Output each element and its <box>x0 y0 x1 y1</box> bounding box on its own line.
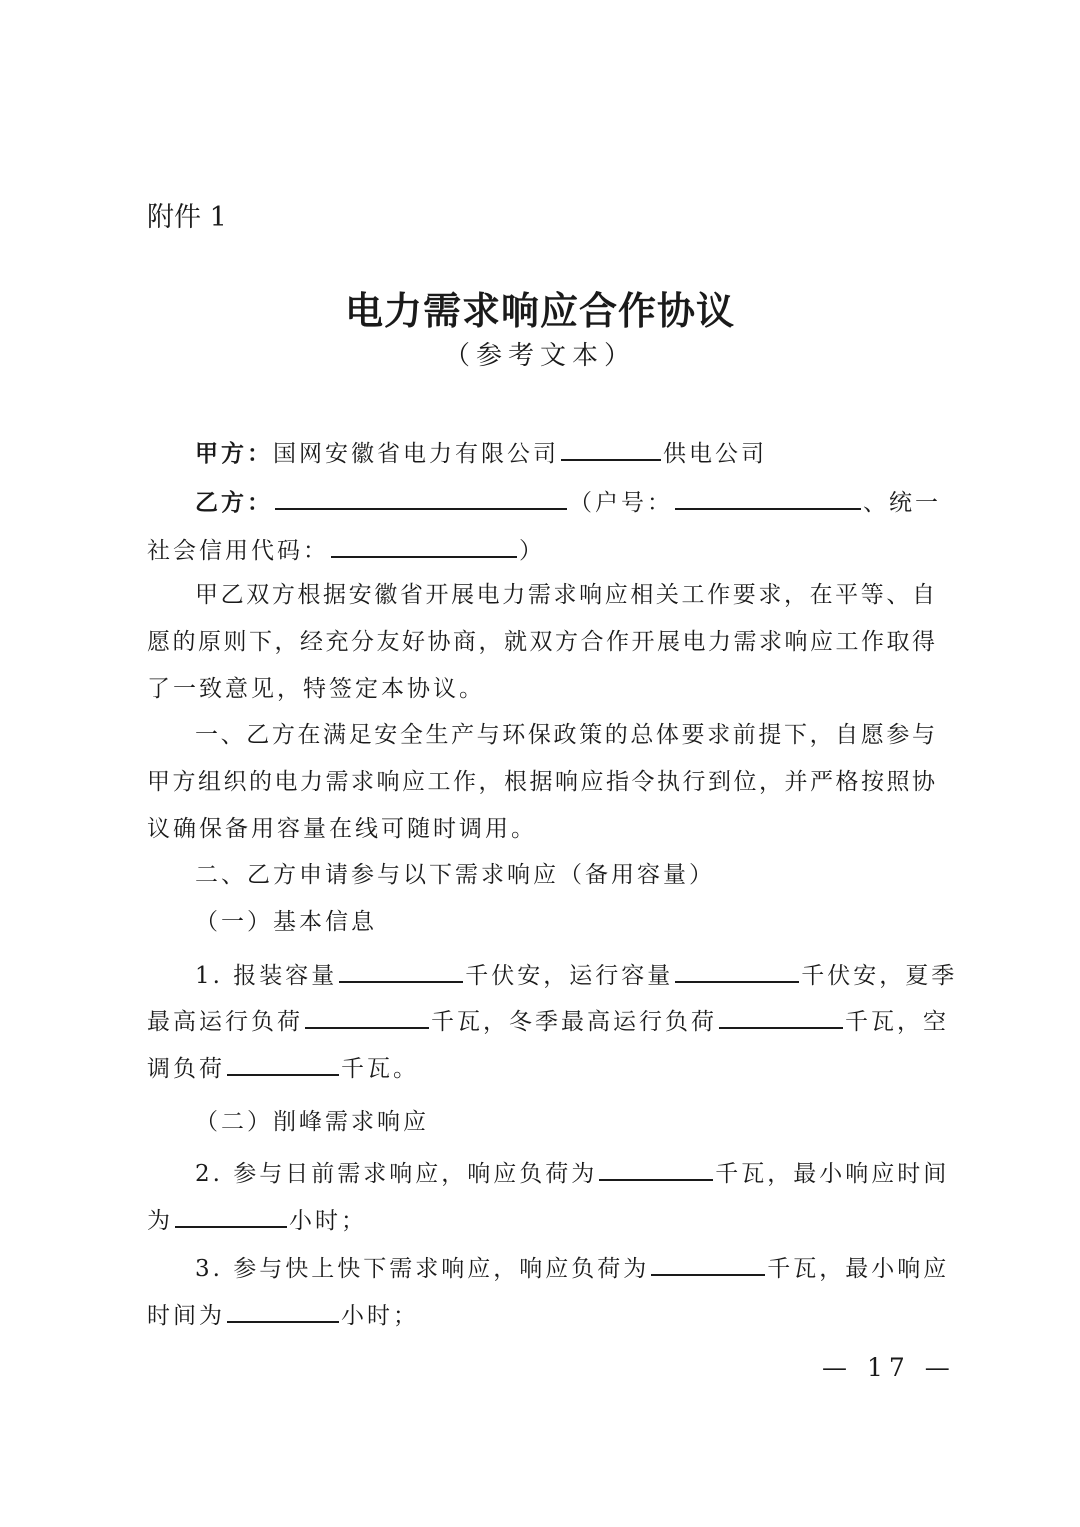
day-ahead-time-prefix: 为 <box>147 1208 173 1234</box>
item-3-line-1 <box>147 1248 983 1282</box>
item-1-line-3 <box>147 1048 935 1082</box>
party-a-name: 国网安徽省电力有限公司 <box>273 441 559 467</box>
fast-response-time-blank <box>227 1295 339 1323</box>
fast-response-load-blank <box>651 1248 765 1276</box>
day-ahead-time-label: 千瓦，最小响应时间 <box>715 1161 950 1187</box>
attachment-label: 附件 1 <box>147 202 227 233</box>
credit-close: ） <box>519 538 545 564</box>
install-capacity-label: 1. 报装容量 <box>195 963 338 989</box>
item-2-line-2 <box>147 1200 935 1234</box>
credit-code-line <box>147 530 935 564</box>
section-peak-shaving: （二）削峰需求响应 <box>195 1109 429 1135</box>
summer-peak-label: 最高运行负荷 <box>147 1009 303 1035</box>
document-title: 电力需求响应合作协议 <box>344 289 735 333</box>
operating-capacity-label: 千伏安，运行容量 <box>465 963 674 989</box>
item-1-line-1 <box>147 955 983 989</box>
winter-peak-blank <box>719 1001 843 1029</box>
party-a-label: 甲方： <box>195 440 273 467</box>
day-ahead-label: 2. 参与日前需求响应，响应负荷为 <box>195 1161 598 1187</box>
page-number: — 17 — <box>822 1353 956 1382</box>
clause-1-line-1: 一、乙方在满足安全生产与环保政策的总体要求前提下，自愿参与 <box>195 722 935 748</box>
party-a-blank <box>561 433 661 461</box>
clause-2: 二、乙方申请参与以下需求响应（备用容量） <box>195 862 715 888</box>
operating-capacity-blank <box>675 955 799 983</box>
credit-label-b: 社会信用代码： <box>147 538 329 564</box>
item-1-line-2 <box>147 1001 949 1035</box>
intro-line-1: 甲乙双方根据安徽省开展电力需求响应相关工作要求，在平等、自 <box>195 582 935 608</box>
winter-peak-label: 千瓦，冬季最高运行负荷 <box>431 1009 717 1035</box>
section-basic-info: （一）基本信息 <box>195 909 377 935</box>
day-ahead-time-blank <box>175 1200 287 1228</box>
ac-load-label: 调负荷 <box>147 1056 225 1082</box>
fast-response-time-prefix: 时间为 <box>147 1303 225 1329</box>
day-ahead-load-blank <box>599 1153 713 1181</box>
party-b-name-blank <box>275 482 567 510</box>
clause-1-line-2: 甲方组织的电力需求响应工作，根据响应指令执行到位，并严格按照协 <box>147 769 935 795</box>
summer-peak-blank <box>305 1001 429 1029</box>
fast-response-label: 3. 参与快上快下需求响应，响应负荷为 <box>195 1256 650 1282</box>
fast-response-time-label: 千瓦，最小响应 <box>767 1256 950 1282</box>
document-subtitle: （参考文本） <box>443 341 636 371</box>
intro-line-3: 了一致意见，特签定本协议。 <box>147 676 485 702</box>
party-b-line <box>147 482 983 516</box>
item-3-line-2 <box>147 1295 935 1329</box>
clause-1-line-3: 议确保备用容量在线可随时调用。 <box>147 816 537 842</box>
item-2-line-1 <box>147 1153 983 1187</box>
ac-label-a: 千瓦，空 <box>845 1009 949 1035</box>
party-a-suffix: 供电公司 <box>663 441 767 467</box>
day-ahead-time-unit: 小时； <box>289 1208 367 1234</box>
account-label: （户号： <box>569 490 673 516</box>
party-b-label: 乙方： <box>195 489 273 516</box>
intro-line-2: 愿的原则下，经充分友好协商，就双方合作开展电力需求响应工作取得 <box>147 629 935 655</box>
ac-load-blank <box>227 1048 339 1076</box>
fast-response-time-unit: 小时； <box>341 1303 419 1329</box>
account-number-blank <box>675 482 861 510</box>
ac-load-unit: 千瓦。 <box>341 1056 419 1082</box>
summer-label: 千伏安，夏季 <box>801 963 958 989</box>
install-capacity-blank <box>339 955 463 983</box>
credit-code-blank <box>331 530 517 558</box>
credit-label-a: 、统一 <box>863 490 941 516</box>
party-a-line <box>147 433 983 467</box>
